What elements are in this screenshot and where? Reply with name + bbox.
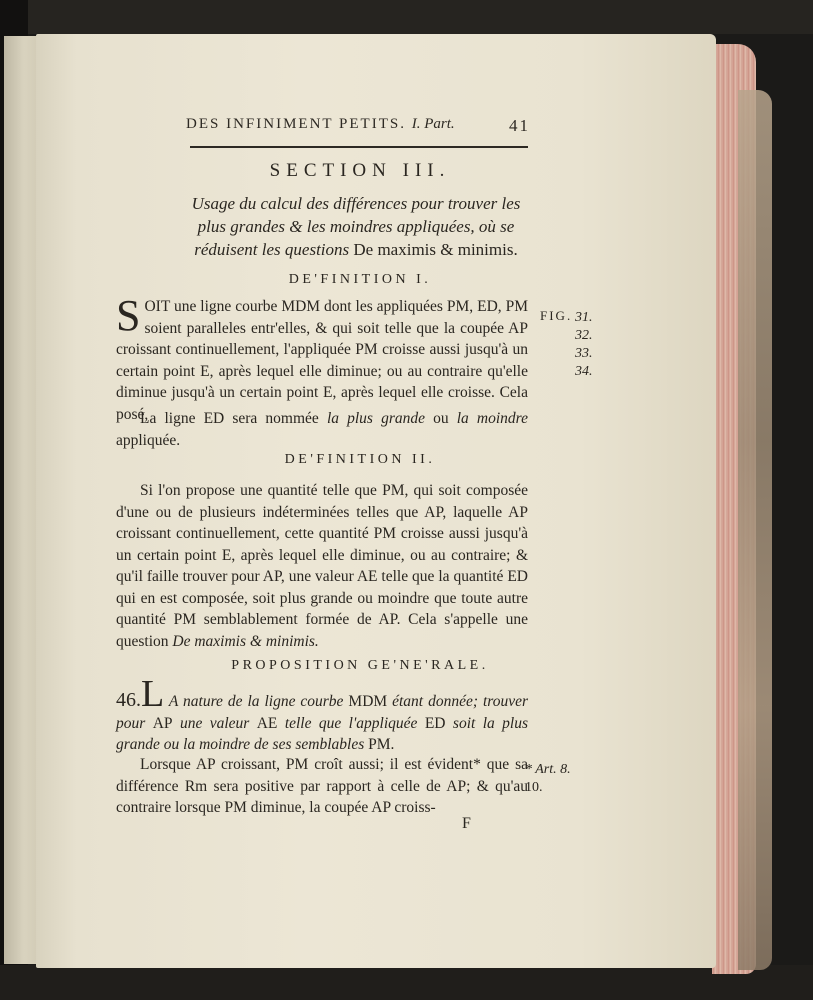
- figure-ref: 33.: [575, 346, 593, 361]
- body-paragraph: Lorsque AP croissant, PM croît aussi; il est évident* que sa différence Rm sera positive par rapport à celle de AP; & qu'au contraire lorsque PM diminue, la coupée AP croiss-: [116, 756, 528, 816]
- figure-ref: 34.: [575, 364, 593, 379]
- prop-t3: une valeur: [179, 714, 250, 732]
- prop-r4: ED: [424, 714, 446, 732]
- definition-1-continuation: [116, 408, 528, 451]
- definition-1-heading: DE'FINITION I.: [288, 272, 432, 287]
- def1-cont-a: La ligne ED sera nommée: [140, 410, 319, 427]
- prop-t5: soit la plus grande ou la moindre de ses semblables: [116, 714, 529, 753]
- section-title: SECTION III.: [269, 160, 451, 181]
- prop-t4: telle que l'appliquée: [284, 714, 418, 732]
- backdrop: [0, 0, 813, 34]
- proposition-heading: PROPOSITION GE'NE'RALE.: [231, 658, 489, 673]
- prop-t2: étant donnée; trouver pour: [116, 693, 528, 732]
- def1-cont-moindre: la moindre: [456, 410, 529, 427]
- signature-mark: F: [462, 815, 471, 832]
- page-edge-stain: [738, 90, 772, 970]
- figure-label: FIG.: [540, 308, 573, 323]
- running-head-title: DES INFINIMENT PETITS.: [186, 116, 406, 132]
- running-head-text: [186, 116, 455, 133]
- prop-t1: A nature de la ligne courbe: [168, 693, 344, 710]
- article-reference-2: 10.: [525, 780, 543, 795]
- prop-r3: AE: [256, 714, 278, 732]
- article-reference: * Art. 8.: [525, 762, 571, 777]
- page-number: 41: [509, 116, 530, 135]
- definition-2-body: Si l'on propose une quantité telle que PM, qui soit composée d'une ou de plusieurs indéterminées telles que AP, laquelle AP croissant continuellement, cette quantité PM croisse aussi jusqu'à un certain point E, après lequel elle diminue, ou au contraire; & qu'il faille trouver pour AP, une valeur AE telle que la quantité ED qui en est composée, soit plus grande ou moindre que toute autre quantité PM semblablement formée de AP. Cela s'appelle une question: [116, 482, 528, 650]
- prop-r1: MDM: [348, 693, 388, 710]
- prop-r5: PM.: [368, 736, 395, 753]
- prop-r2: AP: [152, 714, 173, 732]
- section-subtitle: [180, 192, 532, 261]
- proposition-number: 46.: [116, 689, 141, 711]
- def1-cont-plus-grande: la plus grande: [326, 410, 425, 427]
- proposition-text: [116, 673, 529, 756]
- running-head-part: I. Part.: [411, 116, 455, 132]
- backdrop-bottom: [0, 965, 813, 1000]
- definition-2-italic: De maximis & minimis.: [172, 632, 319, 650]
- def1-cont-ou: ou: [433, 410, 449, 427]
- running-head: [186, 112, 530, 138]
- drop-cap: S: [116, 291, 141, 340]
- header-rule: [190, 146, 528, 148]
- section-subtitle-roman: De maximis & minimis.: [353, 240, 518, 259]
- definition-1-body: OIT une ligne courbe MDM dont les appliquées PM, ED, PM soient paralleles entr'elles, & qui soit telle que la coupée AP croissant continuellement, l'appliquée PM croisse aussi jusqu'à un certain point E, après lequel elle diminue; ou au contraire qu'elle diminue jusqu'à un certain point E, après lequel elle croisse. Cela posé,: [116, 298, 528, 423]
- figure-ref: 32.: [575, 328, 593, 343]
- figure-ref: 31.: [575, 310, 593, 325]
- def1-cont-end: appliquée.: [116, 431, 181, 449]
- definition-2-heading: DE'FINITION II.: [284, 452, 436, 467]
- section-subtitle-italic: Usage du calcul des différences pour trouver les plus grandes & les moindres appliquées, où se réduisent les questions: [191, 194, 521, 259]
- definition-2-text: [116, 480, 528, 652]
- definition-1-text: [116, 291, 528, 425]
- drop-cap: L: [141, 673, 165, 715]
